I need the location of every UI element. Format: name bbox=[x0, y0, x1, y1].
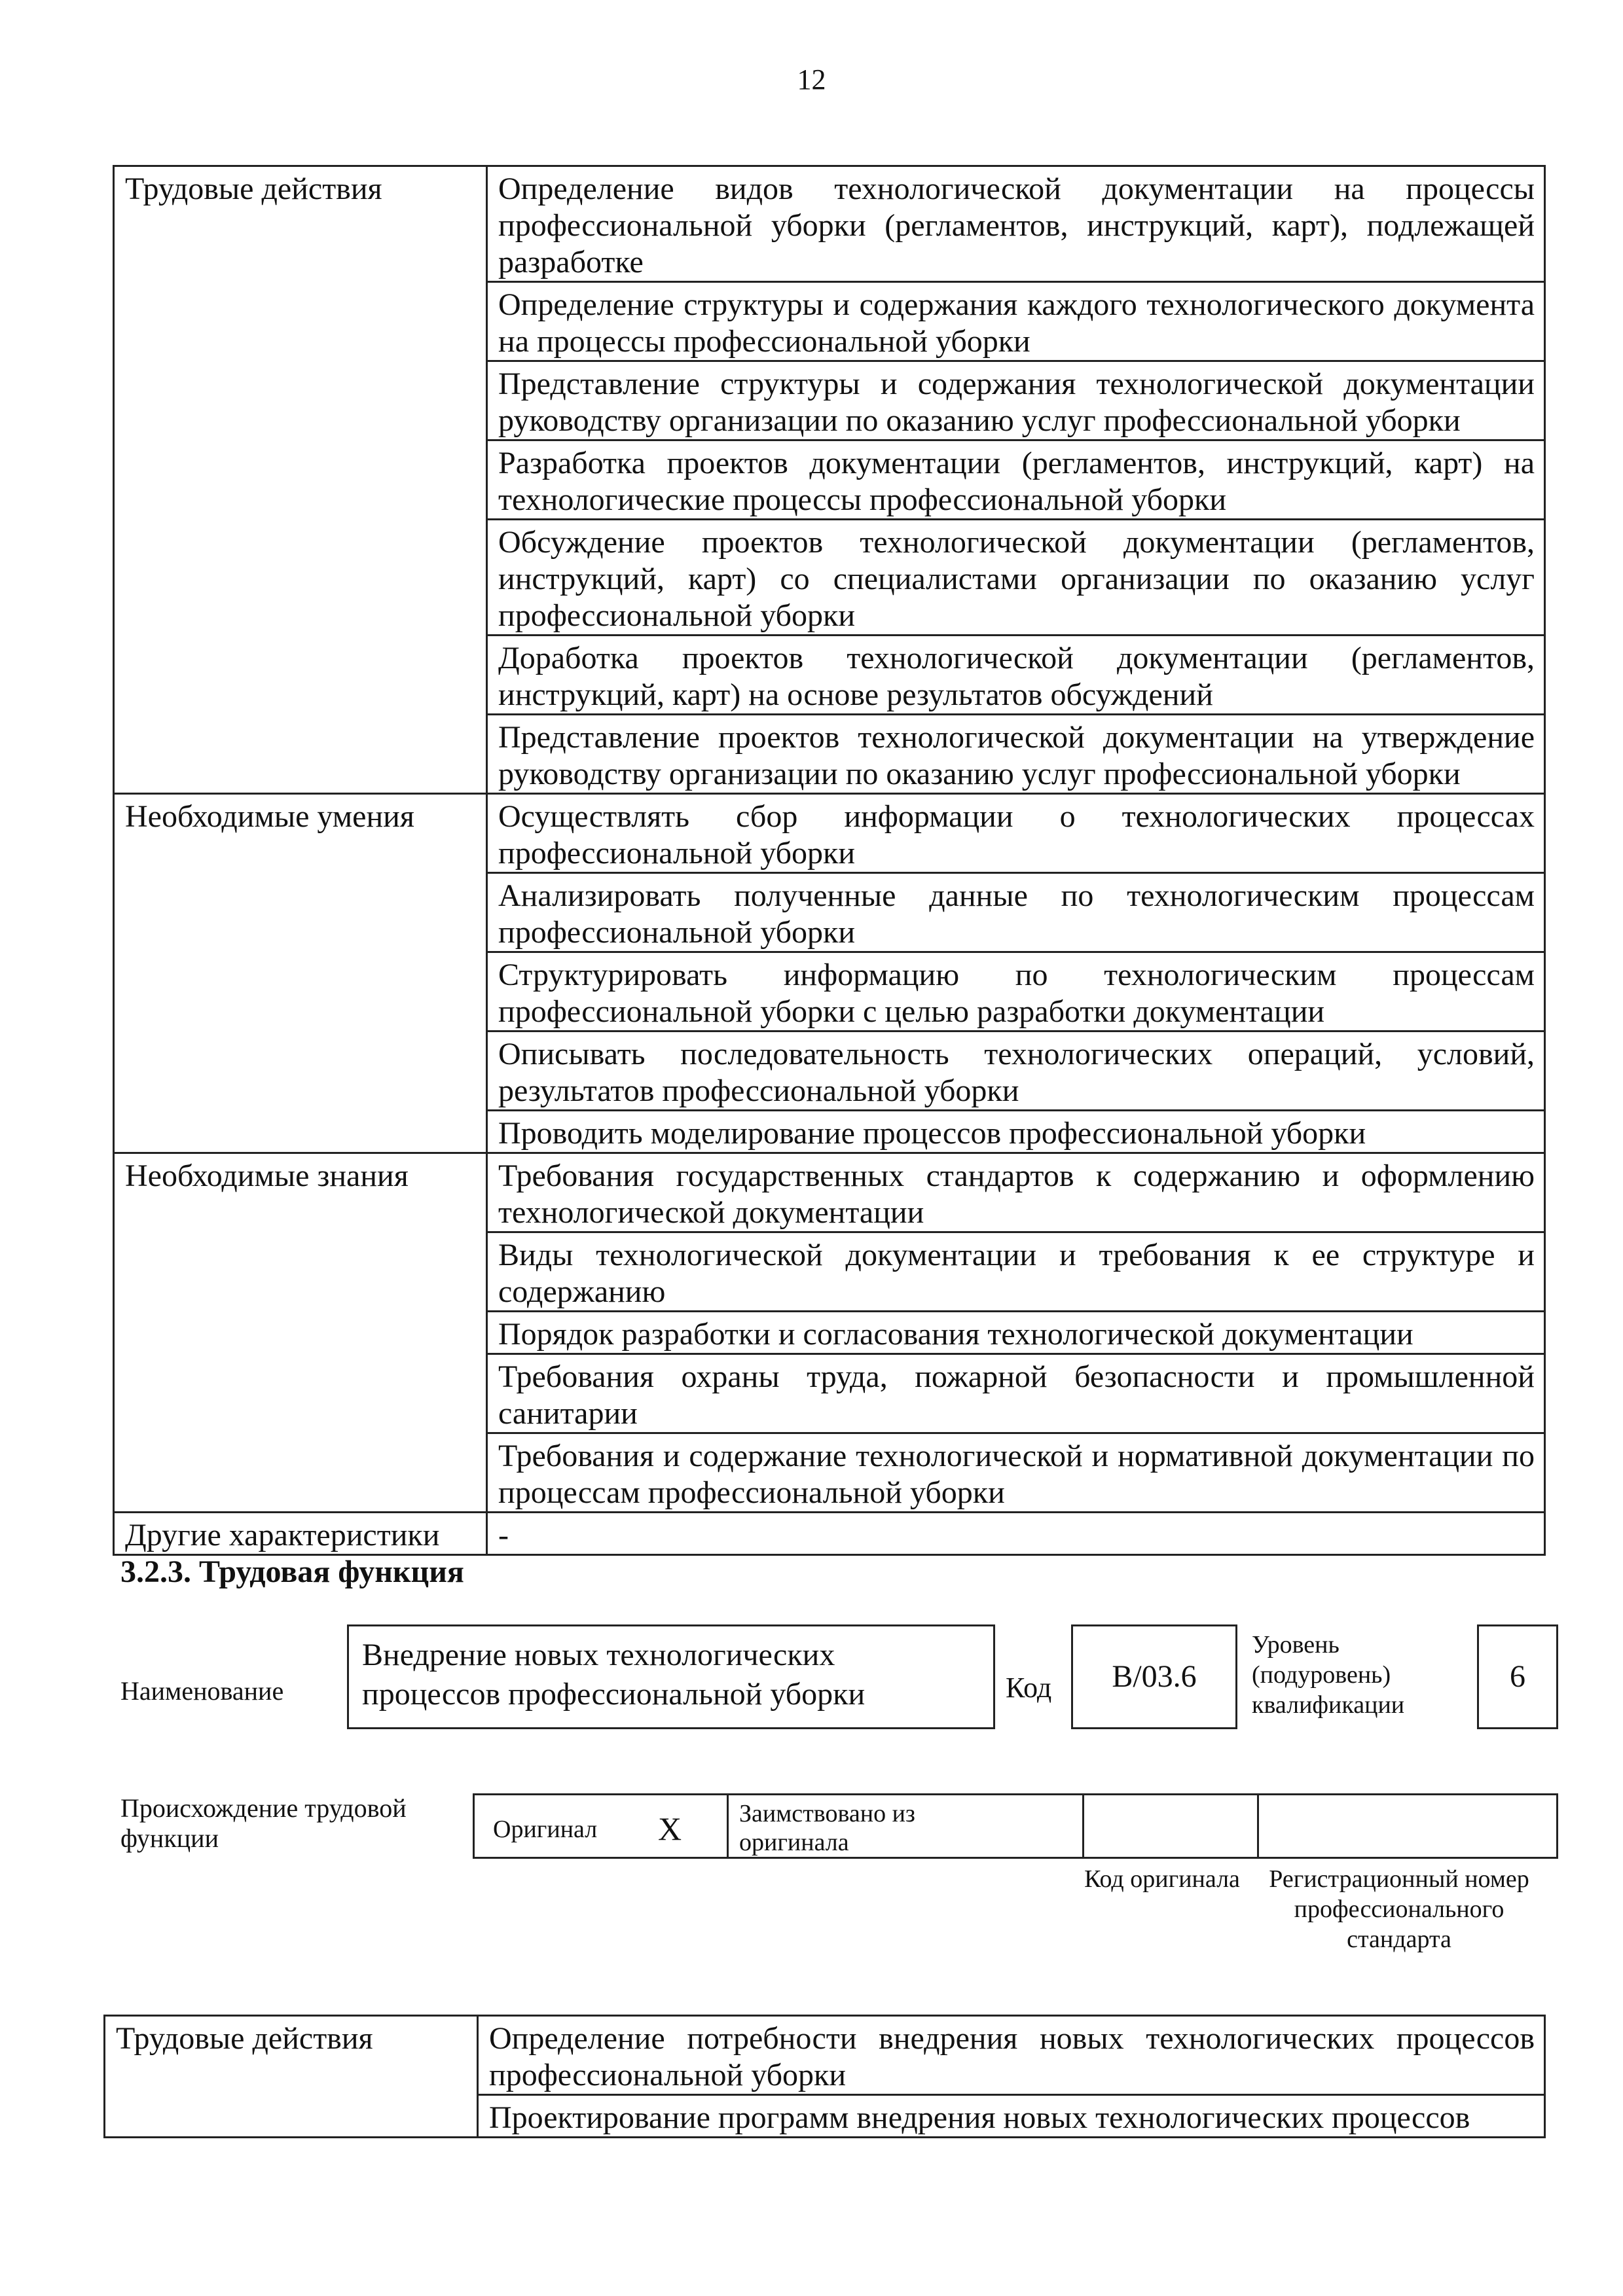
skill-item: Осуществлять сбор информации о технологических процессах профессиональной уборки bbox=[487, 794, 1545, 873]
table-row bbox=[114, 1153, 1545, 1232]
code-box: B/03.6 bbox=[1071, 1624, 1237, 1729]
row-label-other-characteristics: Другие характеристики bbox=[114, 1513, 487, 1555]
labor-actions-table-2 bbox=[103, 2015, 1546, 2138]
labor-action-item: Проектирование программ внедрения новых технологических процессов bbox=[478, 2095, 1545, 2138]
origin-divider-1 bbox=[727, 1795, 729, 1857]
original-mark: X bbox=[658, 1810, 682, 1847]
table-row bbox=[114, 794, 1545, 873]
labor-action-item: Представление структуры и содержания технологической документации руководству организации по оказанию услуг профессиональной уборки bbox=[487, 361, 1545, 440]
labor-action-item: Определение видов технологической документации на процессы профессиональной уборки (регламентов, инструкций, карт), подлежащей разработке bbox=[487, 166, 1545, 282]
knowledge-item: Требования и содержание технологической и нормативной документации по процессам профессиональной уборки bbox=[487, 1433, 1545, 1513]
reg-number-label: Регистрационный номер профессионального стандарта bbox=[1269, 1865, 1529, 1953]
row-label-required-knowledge: Необходимые знания bbox=[114, 1153, 487, 1513]
skill-item: Проводить моделирование процессов профессиональной уборки bbox=[487, 1111, 1545, 1153]
labor-action-item: Определение структуры и содержания каждого технологического документа на процессы профессиональной уборки bbox=[487, 282, 1545, 361]
original-label: Оригинал bbox=[493, 1816, 598, 1843]
table-row bbox=[105, 2016, 1545, 2095]
name-label: Наименование bbox=[120, 1676, 284, 1706]
labor-action-item: Доработка проектов технологической документации (регламентов, инструкций, карт) на основе результатов обсуждений bbox=[487, 636, 1545, 715]
skill-item: Анализировать полученные данные по технологическим процессам профессиональной уборки bbox=[487, 873, 1545, 952]
section-title: 3.2.3. Трудовая функция bbox=[120, 1554, 464, 1589]
knowledge-item: Требования охраны труда, пожарной безопасности и промышленной санитарии bbox=[487, 1354, 1545, 1433]
page-number: 12 bbox=[797, 63, 826, 96]
level-box: 6 bbox=[1477, 1624, 1558, 1729]
origin-label: Происхождение трудовой функции bbox=[120, 1793, 407, 1853]
other-characteristics-value: - bbox=[487, 1513, 1545, 1555]
skill-item: Структурировать информацию по технологическим процессам профессиональной уборки с целью разработки документации bbox=[487, 952, 1545, 1031]
labor-actions-table bbox=[113, 165, 1546, 1556]
row-label-labor-actions: Трудовые действия bbox=[114, 166, 487, 794]
knowledge-item: Порядок разработки и согласования технологической документации bbox=[487, 1312, 1545, 1354]
code-original-label: Код оригинала bbox=[1084, 1865, 1240, 1893]
labor-action-item: Представление проектов технологической документации на утверждение руководству организации по оказанию услуг профессиональной уборки bbox=[487, 715, 1545, 794]
origin-table bbox=[473, 1793, 1558, 1859]
labor-action-item: Разработка проектов документации (регламентов, инструкций, карт) на технологические процессы профессиональной уборки bbox=[487, 440, 1545, 520]
level-label: Уровень (подуровень) квалификации bbox=[1252, 1631, 1405, 1719]
knowledge-item: Виды технологической документации и требования к ее структуре и содержанию bbox=[487, 1232, 1545, 1312]
skill-item: Описывать последовательность технологических операций, условий, результатов профессиональной уборки bbox=[487, 1031, 1545, 1111]
function-name-box: Внедрение новых технологических процессов профессиональной уборки bbox=[347, 1624, 995, 1729]
row-label-required-skills: Необходимые умения bbox=[114, 794, 487, 1153]
labor-action-item: Обсуждение проектов технологической документации (регламентов, инструкций, карт) со специалистами организации по оказанию услуг профессиональной уборки bbox=[487, 520, 1545, 636]
code-label: Код bbox=[1006, 1672, 1052, 1704]
knowledge-item: Требования государственных стандартов к содержанию и оформлению технологической документации bbox=[487, 1153, 1545, 1232]
origin-divider-3 bbox=[1257, 1795, 1259, 1857]
table-row bbox=[114, 1513, 1545, 1555]
labor-action-item: Определение потребности внедрения новых технологических процессов профессиональной уборки bbox=[478, 2016, 1545, 2095]
origin-divider-2 bbox=[1082, 1795, 1084, 1857]
borrowed-label: Заимствовано из оригинала bbox=[739, 1800, 915, 1856]
row-label-labor-actions: Трудовые действия bbox=[105, 2016, 478, 2138]
table-row bbox=[114, 166, 1545, 282]
